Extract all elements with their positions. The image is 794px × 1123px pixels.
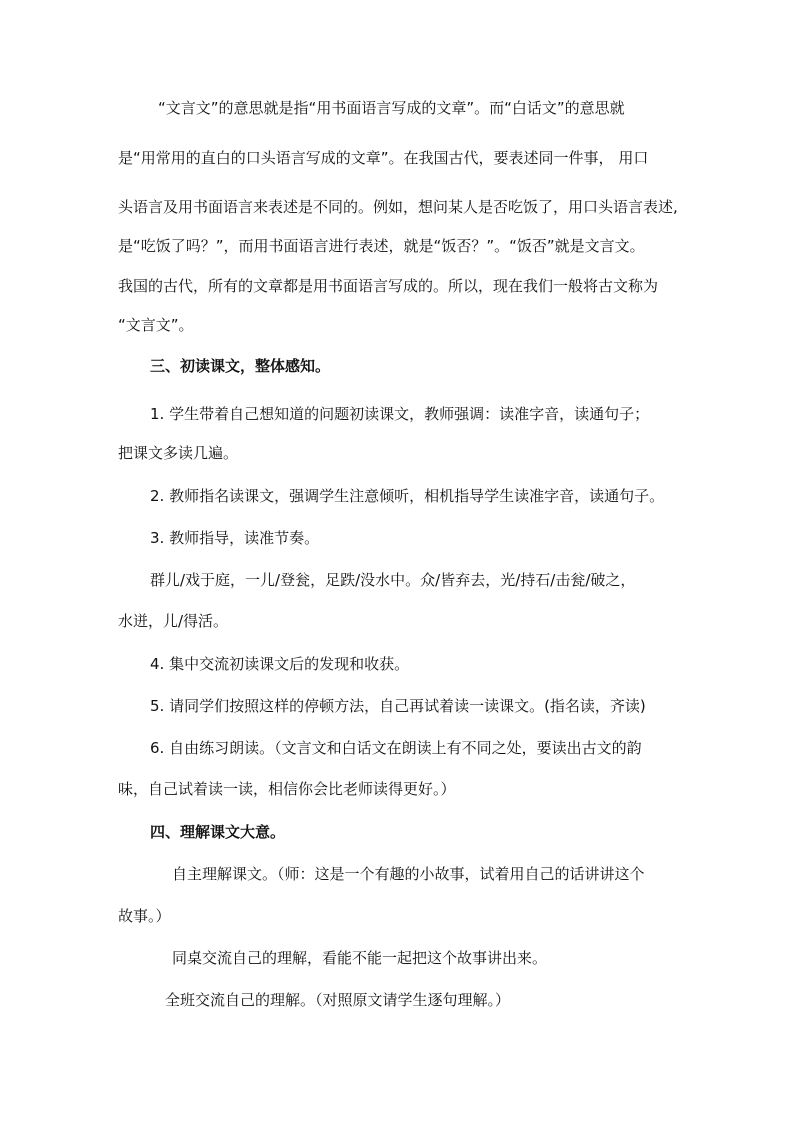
section-heading-4: 四、理解课文大意。: [150, 823, 286, 841]
paragraph-class-share: 全班交流自己的理解。（对照原文请学生逐句理解。）: [165, 991, 511, 1009]
list-item-3: 3. 教师指导，读准节奏。: [150, 529, 320, 547]
paragraph-line-5: 我国的古代，所有的文章都是用书面语言写成的。所以，现在我们一般将古文称为: [118, 277, 659, 295]
paragraph-line-4: 是“吃饭了吗？”，而用书面语言进行表述，就是“饭否？”。“饭否”就是文言文。: [118, 237, 645, 255]
paragraph-self-study-line-2: 故事。）: [118, 907, 171, 925]
paragraph-pair-share: 同桌交流自己的理解，看能不能一起把这个故事讲出来。: [172, 949, 548, 967]
list-item-5: 5. 请同学们按照这样的停顿方法，自己再试着读一读课文。(指名读，齐读): [150, 697, 646, 715]
list-item-6-line-2: 味，自己试着读一读，相信你会比老师读得更好。）: [118, 780, 456, 798]
rhythm-text-line-2: 水迸，儿/得活。: [118, 612, 229, 630]
paragraph-self-study-line-1: 自主理解课文。（师：这是一个有趣的小故事，试着用自己的话讲讲这个: [172, 865, 645, 883]
list-item-4: 4. 集中交流初读课文后的发现和收获。: [150, 655, 410, 673]
section-heading-3: 三、初读课文，整体感知。: [150, 357, 331, 375]
list-item-6-line-1: 6. 自由练习朗读。（文言文和白话文在朗读上有不同之处，要读出古文的韵: [150, 739, 642, 757]
list-item-1-line-2: 把课文多读几遍。: [118, 444, 239, 462]
rhythm-text-line-1: 群儿/戏于庭，一儿/登瓮，足跌/没水中。众/皆弃去，光/持石/击瓮/破之，: [150, 571, 636, 589]
paragraph-line-1: “文言文”的意思就是指“用书面语言写成的文章”。而“白话文”的意思就: [158, 99, 625, 117]
paragraph-line-2: 是“用常用的直白的口头语言写成的文章”。在我国古代，要表述同一件事， 用口: [118, 149, 649, 167]
paragraph-line-3: 头语言及用书面语言来表述是不同的。例如，想问某人是否吃饭了，用口头语言表述,: [118, 198, 678, 216]
list-item-2: 2. 教师指名读课文，强调学生注意倾听，相机指导学生读准字音，读通句子。: [150, 487, 665, 505]
list-item-1-line-1: 1. 学生带着自己想知道的问题初读课文，教师强调：读准字音，读通句子；: [150, 405, 650, 423]
paragraph-line-6: “文言文”。: [118, 316, 194, 334]
